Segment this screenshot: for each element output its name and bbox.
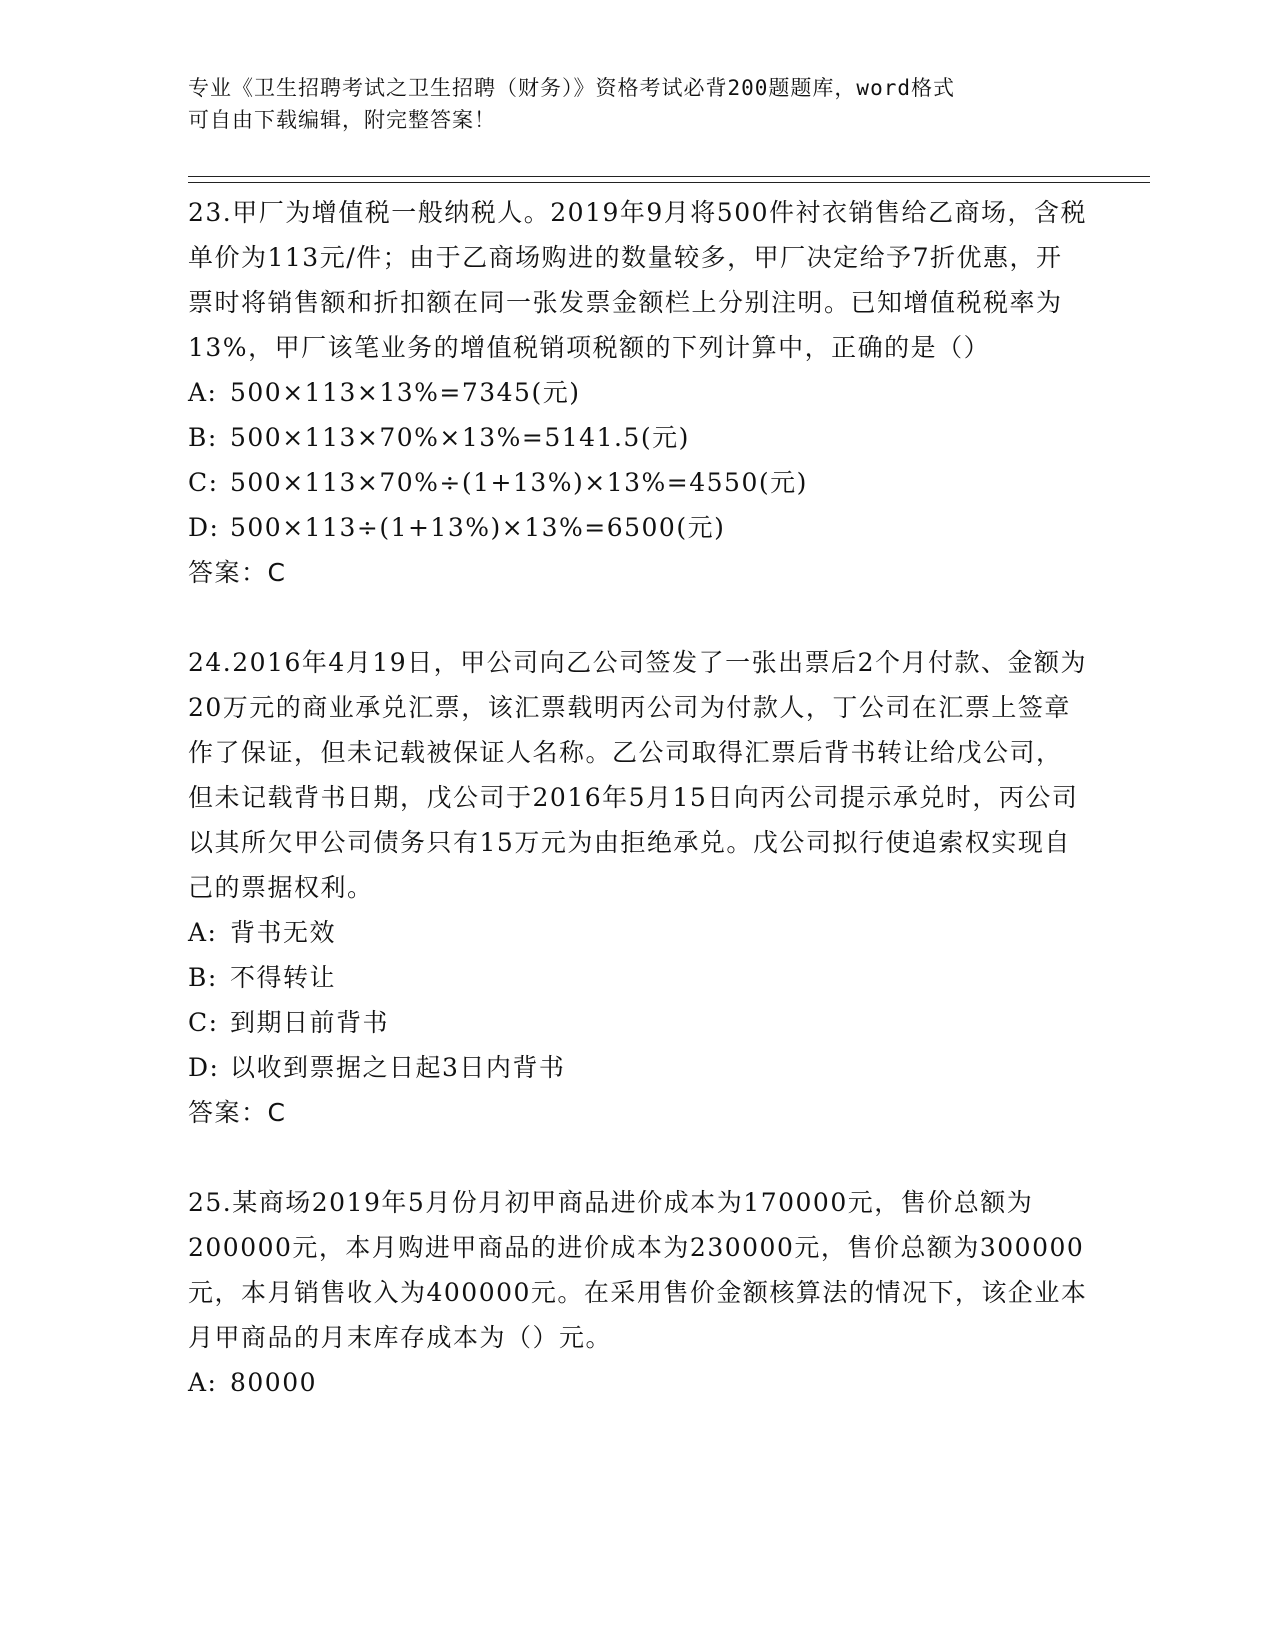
question-23 — [188, 190, 1088, 595]
option-a — [188, 910, 1088, 955]
question-25 — [188, 1180, 1088, 1405]
option-text: 500×113×70%×13%=5141.5(元) — [230, 423, 690, 452]
option-text: 500×113×13%=7345(元) — [230, 378, 581, 407]
option-letter: B: — [188, 963, 218, 992]
option-d — [188, 1045, 1088, 1090]
option-letter: C: — [188, 468, 219, 497]
option-letter: D: — [188, 513, 220, 542]
option-text: 到期日前背书 — [230, 1008, 390, 1037]
question-stem: 25.某商场2019年5月份月初甲商品进价成本为170000元，售价总额为200000元，本月购进甲商品的进价成本为230000元，售价总额为300000元，本月销售收入为400000元。在采用售价金额核算法的情况下，该企业本月甲商品的月末库存成本为（）元。 — [188, 1188, 1088, 1352]
option-text: 背书无效 — [230, 918, 337, 947]
option-text: 以收到票据之日起3日内背书 — [230, 1053, 566, 1082]
question-stem: 24.2016年4月19日，甲公司向乙公司签发了一张出票后2个月付款、金额为20万元的商业承兑汇票，该汇票载明丙公司为付款人，丁公司在汇票上签章作了保证，但未记载被保证人名称。乙公司取得汇票后背书转让给戊公司，但未记载背书日期，戊公司于2016年5月15日向丙公司提示承兑时，丙公司以其所欠甲公司债务只有15万元为由拒绝承兑。戊公司拟行使追索权实现自己的票据权利。 — [188, 648, 1088, 902]
header-line-2: 可自由下载编辑，附完整答案！ — [188, 108, 496, 132]
option-b — [188, 415, 1088, 460]
option-c — [188, 460, 1088, 505]
question-stem: 23.甲厂为增值税一般纳税人。2019年9月将500件衬衣销售给乙商场，含税单价为113元/件；由于乙商场购进的数量较多，甲厂决定给予7折优惠，开票时将销售额和折扣额在同一张发票金额栏上分别注明。已知增值税税率为13%，甲厂该笔业务的增值税销项税额的下列计算中，正确的是（） — [188, 198, 1088, 362]
option-text: 500×113÷(1+13%)×13%=6500(元) — [230, 513, 726, 542]
question-list — [188, 190, 1088, 1405]
header-divider-bottom — [188, 182, 1150, 183]
answer-line: 答案：C — [188, 558, 287, 587]
option-letter: B: — [188, 423, 218, 452]
option-a — [188, 370, 1088, 415]
question-24 — [188, 640, 1088, 1135]
header-line-1: 专业《卫生招聘考试之卫生招聘（财务）》资格考试必背200题题库，word格式 — [188, 76, 955, 100]
option-letter: D: — [188, 1053, 220, 1082]
option-a — [188, 1360, 1088, 1405]
option-b — [188, 955, 1088, 1000]
header-divider-top — [188, 176, 1150, 177]
option-d — [188, 505, 1088, 550]
option-c — [188, 1000, 1088, 1045]
option-letter: A: — [188, 1368, 218, 1397]
option-letter: C: — [188, 1008, 219, 1037]
option-text: 80000 — [230, 1368, 318, 1397]
option-text: 500×113×70%÷(1+13%)×13%=4550(元) — [230, 468, 808, 497]
document-header — [188, 72, 1078, 136]
option-letter: A: — [188, 918, 218, 947]
option-letter: A: — [188, 378, 218, 407]
option-text: 不得转让 — [230, 963, 337, 992]
answer-line: 答案：C — [188, 1098, 287, 1127]
